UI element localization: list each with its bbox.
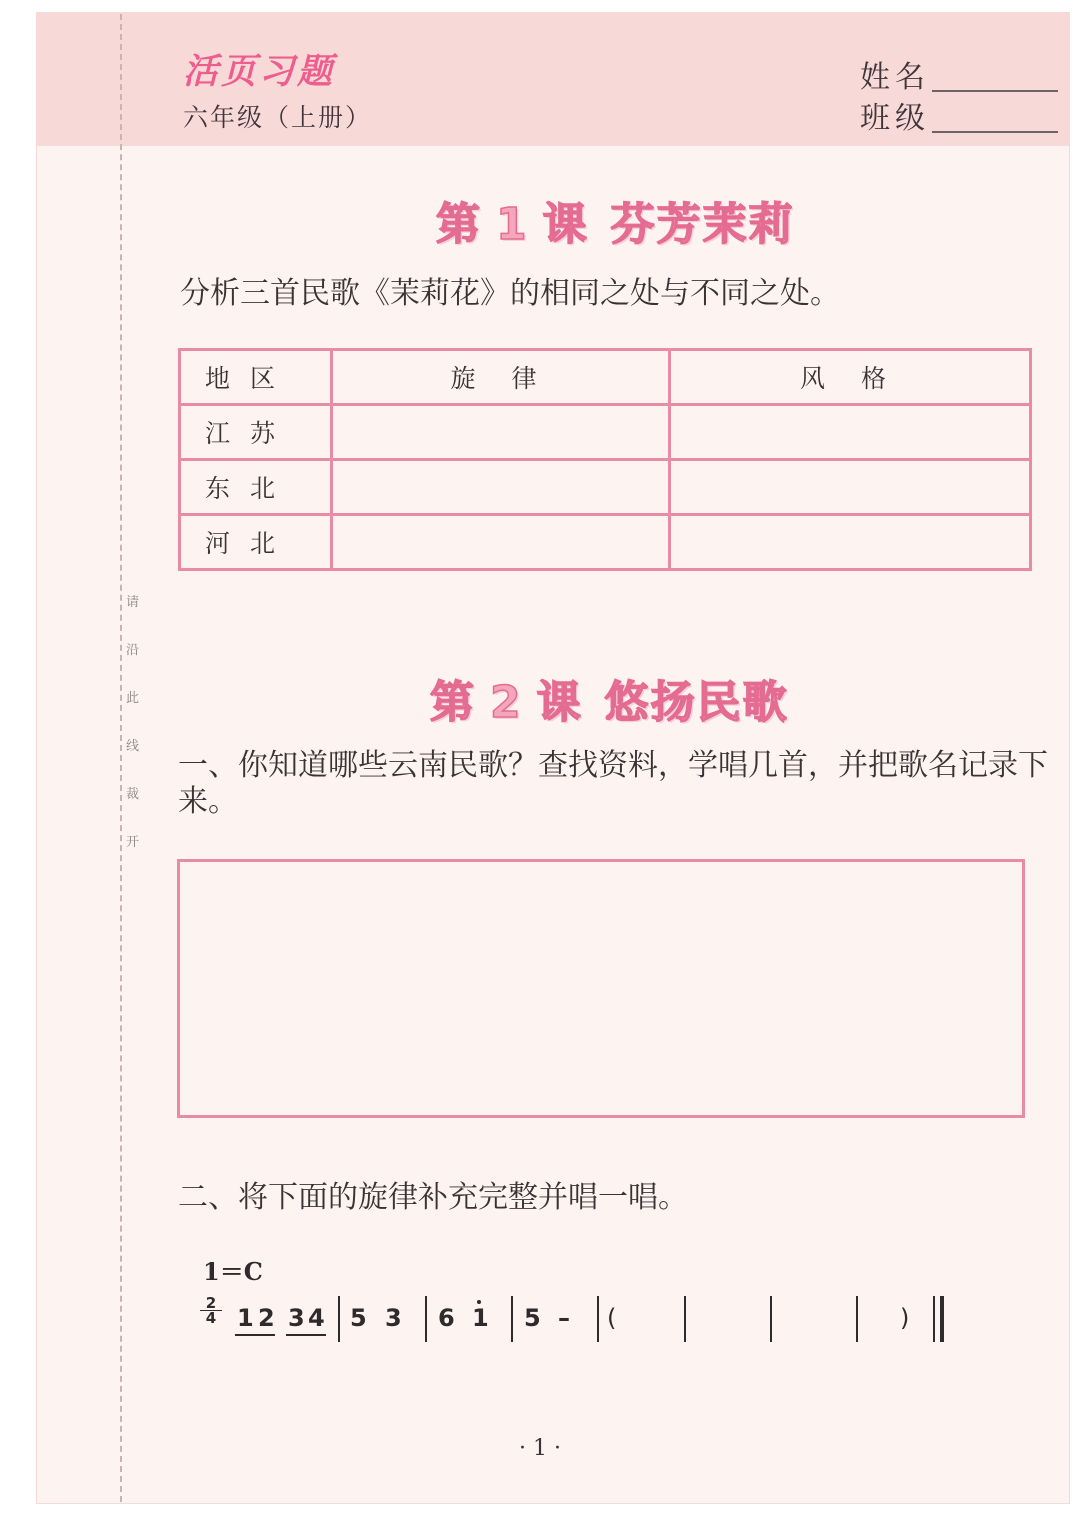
note: 1 [237, 1304, 254, 1332]
comparison-table [178, 348, 1032, 571]
name-field[interactable] [860, 52, 1058, 96]
cut-char: 此 [126, 691, 140, 706]
eighth-underline [235, 1334, 275, 1336]
lesson1-suffix: 课 [542, 199, 589, 250]
time-signature [200, 1296, 222, 1325]
key-signature: 1＝C [203, 1257, 263, 1286]
region-cell: 江 苏 [180, 405, 332, 460]
note: 4 [308, 1304, 325, 1332]
lesson1-number: 1 [496, 199, 529, 250]
bar-line [856, 1296, 858, 1342]
bar-line [770, 1296, 772, 1342]
time-sig-top: 2 [200, 1296, 222, 1311]
final-bar-thick [940, 1296, 944, 1342]
lesson2-title [430, 666, 789, 730]
lesson2-name: 悠扬民歌 [604, 677, 789, 728]
eighth-underline [286, 1334, 326, 1336]
header-style: 风 格 [670, 350, 1031, 405]
cut-char: 沿 [126, 643, 140, 658]
style-answer-cell[interactable] [670, 515, 1031, 570]
header-melody: 旋 律 [332, 350, 670, 405]
note: 5 [524, 1304, 541, 1332]
lesson1-prefix: 第 [436, 199, 482, 250]
name-blank[interactable] [932, 89, 1058, 92]
page-number: · 1 · [519, 1436, 561, 1461]
lesson2-prefix: 第 [430, 677, 476, 728]
final-bar-thin [933, 1296, 935, 1342]
name-label: 姓名 [860, 60, 930, 95]
time-sig-bottom: 4 [205, 1309, 217, 1327]
cut-char: 线 [126, 739, 140, 754]
lesson2-number: 2 [490, 677, 523, 728]
lesson2-question2: 二、将下面的旋律补充完整并唱一唱。 [178, 1180, 688, 1215]
lesson2-suffix: 课 [536, 677, 583, 728]
cut-line [120, 14, 122, 1502]
melody-answer-cell[interactable] [332, 460, 670, 515]
class-label: 班级 [860, 101, 930, 136]
style-answer-cell[interactable] [670, 405, 1031, 460]
melody-answer-cell[interactable] [332, 515, 670, 570]
table-row [180, 460, 1031, 515]
lesson2-question1: 一、你知道哪些云南民歌？查找资料，学唱几首，并把歌名记录下来。 [178, 748, 1048, 819]
cut-char: 裁 [126, 787, 140, 802]
note: 5 [350, 1304, 367, 1332]
cut-char: 请 [126, 595, 140, 610]
lesson1-question: 分析三首民歌《茉莉花》的相同之处与不同之处。 [180, 276, 840, 311]
bar-line [684, 1296, 686, 1342]
lesson1-title [436, 188, 795, 252]
style-answer-cell[interactable] [670, 460, 1031, 515]
bar-line [511, 1296, 513, 1342]
note: 3 [288, 1304, 305, 1332]
lesson1-name: 芬芳茉莉 [610, 199, 795, 250]
bar-line [338, 1296, 340, 1342]
region-cell: 东 北 [180, 460, 332, 515]
note: 6 [438, 1304, 455, 1332]
table-row [180, 515, 1031, 570]
cut-instruction [126, 592, 144, 880]
note: 3 [385, 1304, 402, 1332]
song-names-answer-box[interactable] [177, 859, 1025, 1118]
brand-title: 活页习题 [183, 52, 336, 92]
high-octave-dot [477, 1300, 481, 1304]
close-paren: ) [900, 1304, 910, 1332]
class-blank[interactable] [932, 130, 1058, 133]
table-row [180, 405, 1031, 460]
bar-line [425, 1296, 427, 1342]
melody-notation [200, 1294, 960, 1348]
bar-line [597, 1296, 599, 1342]
open-paren: ( [607, 1304, 617, 1332]
dash: – [558, 1304, 570, 1332]
note: 1 [472, 1304, 489, 1332]
note: 2 [258, 1304, 275, 1332]
region-cell: 河 北 [180, 515, 332, 570]
class-field[interactable] [860, 93, 1058, 137]
melody-answer-cell[interactable] [332, 405, 670, 460]
header-region: 地 区 [180, 350, 332, 405]
grade-label: 六年级（上册） [183, 103, 373, 132]
table-header-row [180, 350, 1031, 405]
cut-char: 开 [126, 835, 140, 850]
